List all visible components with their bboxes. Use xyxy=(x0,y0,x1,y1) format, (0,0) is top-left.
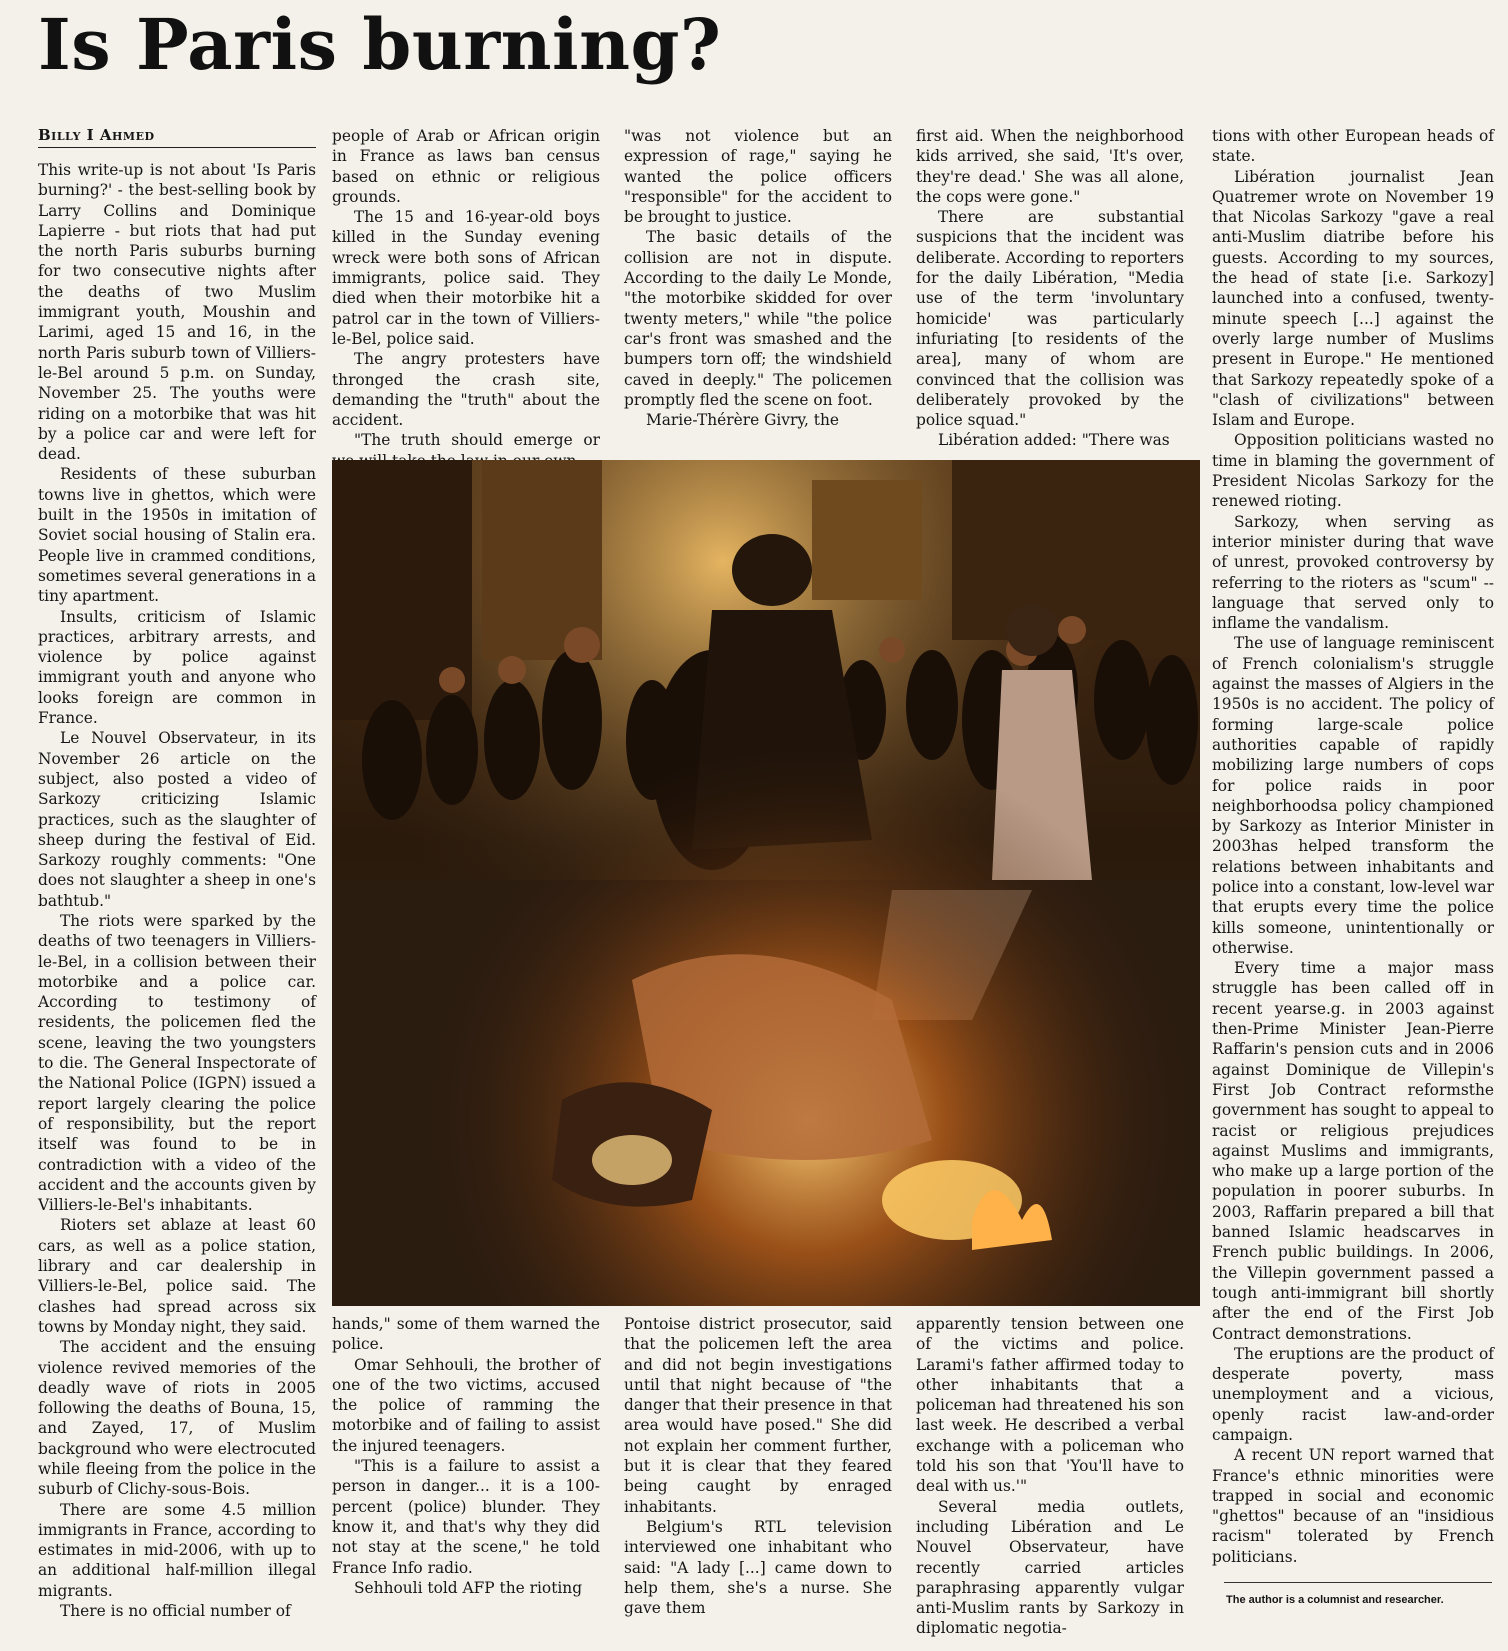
column-4-top xyxy=(916,126,1184,456)
column-2-bottom xyxy=(332,1314,600,1614)
paragraph: "The truth should emerge or xyxy=(354,431,600,450)
paragraph: "was not violence but an expression of rage," saying he wanted the police officers "responsible" for the accident to be brought to justice. xyxy=(624,127,892,227)
footnote-divider xyxy=(1224,1582,1492,1583)
paragraph: Belgium's RTL television interviewed one inhabitant who said: "A lady [...] came down to help them, she's a nurse. She gave them xyxy=(624,1517,892,1618)
paragraph: A recent UN report warned that France's ethnic minorities were trapped in social and economic "ghettos" because of an "insidious racism" tolerated by French politicians. xyxy=(1212,1446,1494,1566)
column-3-bottom xyxy=(624,1314,892,1618)
paragraph: The angry protesters have thronged the crash site, demanding the "truth" about the accident. xyxy=(332,350,600,430)
paragraph: first aid. When the neighborhood kids arrived, she said, 'It's over, they're dead.' She was all alone, the cops were gone." xyxy=(916,127,1184,206)
column-2-top xyxy=(332,126,600,456)
paragraph: This write-up is not about 'Is Paris burning?' - the best-selling book by Larry Collins and Dominique Lapierre - but riots that had put the north Paris suburbs burning for two consecutive nights after the deaths of two Muslim immigrant youth, Moushin and Larimi, aged 15 and 16, in the north Paris suburb town of Villiers-le-Bel around 5 p.m. on Sunday, November 25. The youths were riding on a motorbike that was hit by a police car and were left for dead. xyxy=(38,161,316,464)
paragraph: There is no official number of xyxy=(60,1602,291,1621)
paragraph: Libération journalist Jean Quatremer wrote on November 19 that Nicolas Sarkozy "gave a real anti-Muslim diatribe before his guests. According to my sources, the head of state [i.e. Sarkozy] launched into a confused, twenty-minute speech [...] against the overly large number of Muslims present in Europe." He mentioned that Sarkozy repeatedly spoke of a "clash of civilizations" between Islam and Europe. xyxy=(1212,167,1494,430)
riot-photo-image xyxy=(332,460,1200,1306)
paragraph: people of Arab or African origin in France as laws ban census based on ethnic or religious grounds. xyxy=(332,127,600,206)
column-1 xyxy=(38,160,316,1621)
paragraph: There are some 4.5 million immigrants in France, according to estimates in mid-2006, with up to an additional half-million illegal migrants. xyxy=(38,1500,316,1600)
paragraph: Le Nouvel Observateur, in its November 26 article on the subject, also posted a video of Sarkozy criticizing Islamic practices, such as the slaughter of sheep during the festival of Eid. Sarkozy roughly comments: "One does not slaughter a sheep in one's bathtub." xyxy=(38,729,316,910)
paragraph: There are substantial suspicions that the incident was deliberate. According to reporters for the daily Libération, "Media use of the term 'involuntary homicide' was particularly infuriating [to residents of the area], many of whom are convinced that the collision was deliberately provoked by the police squad." xyxy=(916,208,1184,430)
paragraph: Sehhouli told AFP the rioting xyxy=(354,1578,583,1597)
paragraph: Pontoise district prosecutor, said that the policemen left the area and did not begin investigations until that night because of "the danger that their presence in that area would have posed." She did not explain her comment further, but it is clear that they feared being caught by enraged inhabitants. xyxy=(624,1315,892,1516)
paragraph: Rioters set ablaze at least 60 cars, as well as a police station, library and car dealership in Villiers-le-Bel, police said. The clashes had spread across six towns by Monday night, they said. xyxy=(38,1216,316,1336)
paragraph: The basic details of the collision are not in dispute. According to the daily Le Monde, "the motorbike skidded for over twenty meters," while "the police car's front was smashed and the bumpers torn off; the windshield caved in deeply." The policemen promptly fled the scene on foot. xyxy=(624,228,892,409)
paragraph: "This is a failure to assist a person in danger... it is a 100-percent (police) blunder. They know it, and that's why they did not stay at the scene," he told France Info radio. xyxy=(332,1457,600,1577)
paragraph: tions with other European heads of state. xyxy=(1212,127,1494,166)
paragraph: The use of language reminiscent of French colonialism's struggle against the masses of Algiers in the 1950s is no accident. The policy of forming large-scale police authorities capable of rapidly mobilizing large numbers of cops for police raids in poor neighborhoodsa policy championed by Sarkozy as Interior Minister in 2003has helped transform the relations between inhabitants and police into a constant, low-level war that erupts every time the police kills someone, unintentionally or otherwise. xyxy=(1212,634,1494,957)
column-3-top xyxy=(624,126,892,456)
paragraph: Insults, criticism of Islamic practices, arbitrary arrests, and violence by police against immigrant youth and anyone who looks foreign are common in France. xyxy=(38,607,316,728)
paragraph: The 15 and 16-year-old boys killed in the Sunday evening wreck were both sons of African immigrants, police said. They died when their motorbike hit a patrol car in the town of Villiers-le-Bel, police said. xyxy=(332,208,600,348)
paragraph: apparently tension between one of the victims and police. Larami's father affirmed today to other inhabitants that a policeman had threatened his son last week. He described a verbal exchange with a policeman who told his son that 'You'll have to deal with us.'" xyxy=(916,1315,1184,1496)
paragraph: Every time a major mass struggle has been called off in recent yearse.g. in 2003 against then-Prime Minister Jean-Pierre Raffarin's pension cuts and in 2006 against Dominique de Villepin's First Job Contract reformsthe government has sought to appeal to racist or religious prejudices against Muslims and immigrants, who make up a large portion of the population in poorer suburbs. In 2003, Raffarin prepared a bill that banned Islamic headscarves in French public buildings. In 2006, the Villepin government passed a tough anti-immigrant bill shortly after the end of the First Job Contract demonstrations. xyxy=(1212,959,1494,1343)
column-5 xyxy=(1212,126,1494,1578)
column-4-bottom xyxy=(916,1314,1184,1638)
author-footnote: The author is a columnist and researcher. xyxy=(1226,1594,1444,1606)
paragraph: The riots were sparked by the deaths of two teenagers in Villiers-le-Bel, in a collision between their motorbike and a police car. According to testimony of residents, the policemen fled the scene, leaving the two youngsters to die. The General Inspectorate of the National Police (IGPN) issued a report largely clearing the police of responsibility, but the report itself was found to be in contradiction with a video of the accident and the accounts given by Villiers-le-Bel's inhabitants. xyxy=(38,911,316,1215)
paragraph: hands," some of them warned the police. xyxy=(332,1315,600,1354)
paragraph: The eruptions are the product of desperate poverty, mass unemployment and a vicious, openly racist law-and-order campaign. xyxy=(1212,1344,1494,1444)
paragraph: Libération added: "There was xyxy=(938,431,1170,450)
paragraph: The accident and the ensuing violence revived memories of the deadly wave of riots in 2005 following the deaths of Bouna, 15, and Zayed, 17, of Muslim background who were electrocuted while fleeing from the police in the suburb of Clichy-sous-Bois. xyxy=(38,1338,316,1499)
paragraph: Omar Sehhouli, the brother of one of the two victims, accused the police of ramming the motorbike and of failing to assist the injured teenagers. xyxy=(332,1355,600,1455)
paragraph: Sarkozy, when serving as interior minister during that wave of unrest, provoked controversy by referring to the rioters as "scum" -- language that served only to inflame the vandalism. xyxy=(1212,512,1494,633)
paragraph: Marie-Thérère Givry, the xyxy=(646,411,839,430)
riot-photo xyxy=(332,460,1200,1306)
paragraph: Several media outlets, including Libération and Le Nouvel Observateur, have recently carried articles paraphrasing apparently vulgar anti-Muslim rants by Sarkozy in diplomatic negotia- xyxy=(916,1497,1184,1638)
paragraph: Residents of these suburban towns live in ghettos, which were built in the 1950s in imitation of Soviet social housing of Stalin era. People live in crammed conditions, sometimes several generations in a tiny apartment. xyxy=(38,465,316,606)
byline: Billy I Ahmed xyxy=(38,126,316,148)
paragraph: Opposition politicians wasted no time in blaming the government of President Nicolas Sarkozy for the renewed rioting. xyxy=(1212,431,1494,511)
headline: Is Paris burning? xyxy=(38,3,722,86)
